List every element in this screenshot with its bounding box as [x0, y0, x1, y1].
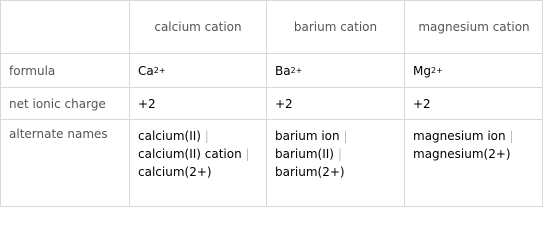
charge-calcium: +2 — [138, 96, 156, 111]
header-calcium-cation: calcium cation — [154, 20, 242, 34]
alt-name: barium(2+) — [275, 165, 345, 179]
row-label-alternate-names: alternate names — [9, 127, 108, 141]
formula-calcium: Ca 2+ — [138, 63, 166, 78]
row-label-net-ionic-charge: net ionic charge — [9, 96, 106, 111]
alt-name: barium(II) — [275, 147, 334, 161]
alt-names-calcium — [130, 120, 266, 208]
alt-names-magnesium — [405, 120, 543, 208]
alt-name: barium ion — [275, 129, 340, 143]
alt-name: magnesium ion — [413, 129, 506, 143]
formula-base: Ba — [275, 63, 291, 78]
formula-barium: Ba 2+ — [275, 63, 303, 78]
alt-name: calcium(2+) — [138, 165, 212, 179]
alt-name: calcium(II) cation — [138, 147, 242, 161]
formula-base: Ca — [138, 63, 154, 78]
formula-magnesium: Mg 2+ — [413, 63, 443, 78]
alt-name: magnesium(2+) — [413, 147, 511, 161]
charge-barium: +2 — [275, 96, 293, 111]
header-barium-cation: barium cation — [293, 20, 378, 34]
alt-names-barium — [267, 120, 404, 208]
formula-base: Mg — [413, 63, 431, 78]
name-separator: | — [509, 129, 514, 143]
row-label-formula: formula — [9, 63, 56, 78]
name-separator: | — [337, 147, 342, 161]
alt-name: calcium(II) — [138, 129, 201, 143]
charge-magnesium: +2 — [413, 96, 431, 111]
name-separator: | — [245, 147, 250, 161]
name-separator: | — [343, 129, 348, 143]
name-separator: | — [204, 129, 209, 143]
header-magnesium-cation: magnesium cation — [418, 20, 530, 34]
